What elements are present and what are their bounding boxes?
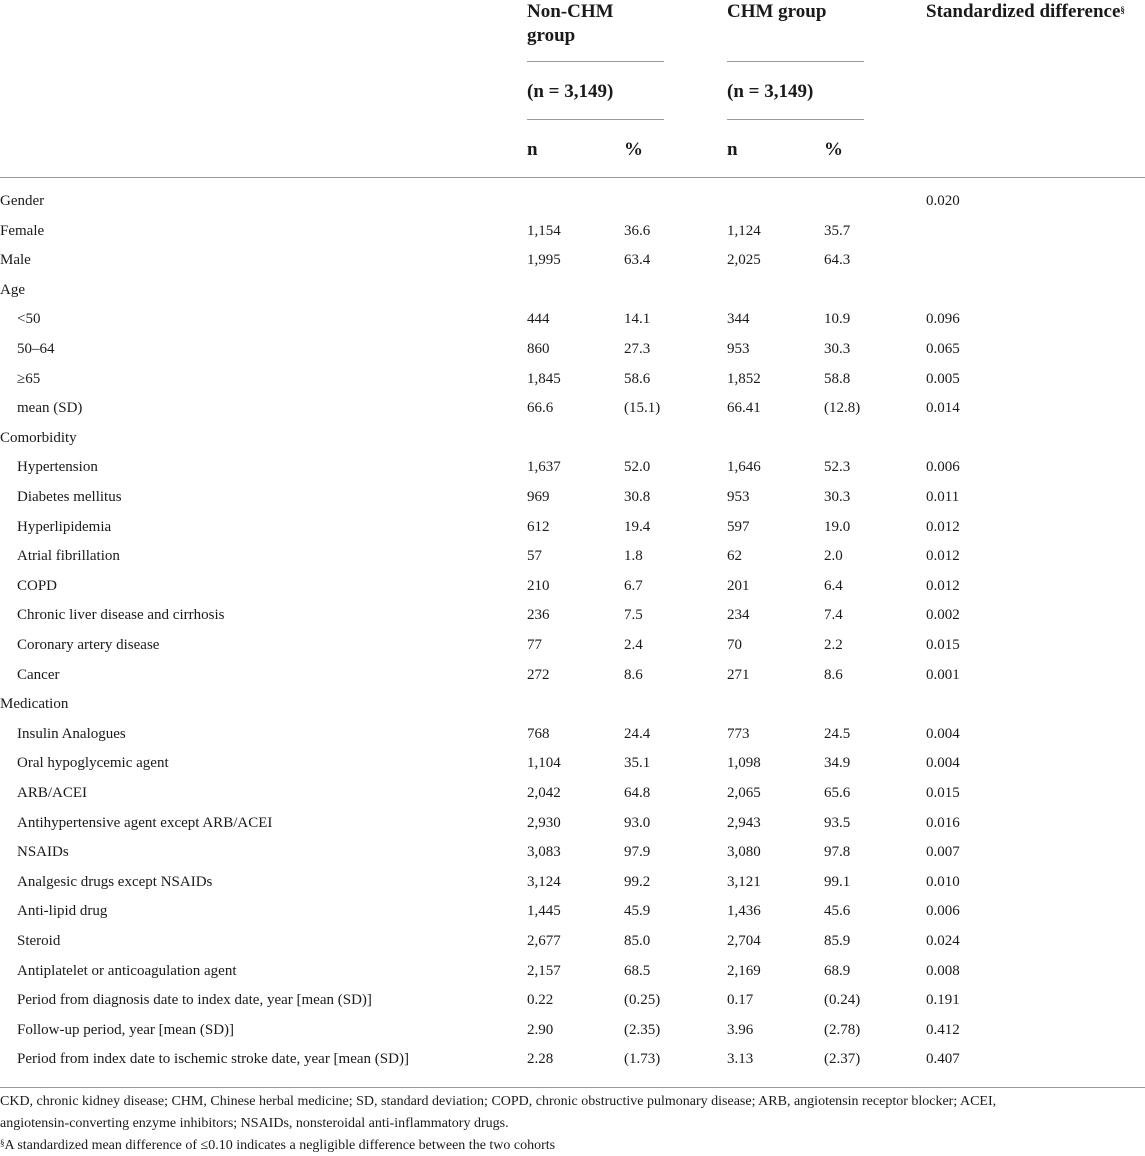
standardized-difference-cell: 0.096 [926,311,960,327]
chm-percent-cell: 85.9 [824,933,851,949]
chm-n-cell: 2,169 [727,963,761,979]
standardized-difference-title [926,0,1125,24]
non-chm-percent-cell: (0.25) [624,992,661,1008]
non-chm-n-cell: 768 [527,726,550,742]
non-chm-percent-cell: 27.3 [624,341,651,357]
row-label: Female [0,223,45,239]
non-chm-title-line1: Non-CHM [527,1,614,22]
non-chm-n-cell: 612 [527,519,550,535]
non-chm-n-cell: 444 [527,311,550,327]
chm-percent-cell: 34.9 [824,755,851,771]
standardized-difference-cell: 0.191 [926,992,960,1008]
chm-percent-cell: 24.5 [824,726,851,742]
non-chm-sample-size: (n = 3,149) [527,81,614,102]
row-label: 50–64 [17,341,55,357]
chm-group-title: CHM group [727,1,827,22]
non-chm-percent-cell: (2.35) [624,1022,661,1038]
chm-n-cell: 953 [727,341,750,357]
standardized-difference-cell: 0.006 [926,459,960,475]
chm-percent-cell: 7.4 [824,607,843,623]
non-chm-n-cell: 272 [527,667,550,683]
chm-percent-cell: (12.8) [824,400,861,416]
non-chm-n-cell: 2,042 [527,785,561,801]
chm-percent-cell: 52.3 [824,459,851,475]
non-chm-n-cell: 860 [527,341,550,357]
row-label: Anti-lipid drug [17,903,108,919]
non-chm-percent-cell: 24.4 [624,726,651,742]
non-chm-percent-cell: 58.6 [624,371,651,387]
standardized-difference-cell: 0.012 [926,548,960,564]
standardized-difference-cell: 0.016 [926,815,960,831]
chm-n-cell: 953 [727,489,750,505]
non-chm-n-cell: 1,445 [527,903,561,919]
chm-n-cell: 2,025 [727,252,761,268]
non-chm-percent-cell: 85.0 [624,933,651,949]
non-chm-percent-cell: 14.1 [624,311,651,327]
standardized-difference-cell: 0.001 [926,667,960,683]
non-chm-percent-cell: 2.4 [624,637,643,653]
chm-percent-cell: 19.0 [824,519,851,535]
chm-n-column-header: n [727,139,738,160]
chm-percent-cell: 8.6 [824,667,843,683]
non-chm-percent-cell: 8.6 [624,667,643,683]
non-chm-title-line2: group [527,25,576,46]
non-chm-percent-cell: (1.73) [624,1051,661,1067]
standardized-difference-cell: 0.065 [926,341,960,357]
non-chm-subheader-rule [527,119,664,120]
row-label: Analgesic drugs except NSAIDs [17,874,213,890]
non-chm-n-cell: 2.28 [527,1051,554,1067]
row-label: Period from diagnosis date to index date, year [mean (SD)] [17,992,372,1008]
chm-percent-cell: (2.37) [824,1051,861,1067]
row-label: Cancer [17,667,60,683]
non-chm-n-column-header: n [527,139,538,160]
chm-percent-cell: 58.8 [824,371,851,387]
row-label: Atrial fibrillation [17,548,120,564]
chm-n-cell: 0.17 [727,992,754,1008]
non-chm-percent-cell: 6.7 [624,578,643,594]
standardized-difference-cell: 0.014 [926,400,960,416]
standardized-difference-cell: 0.002 [926,607,960,623]
chm-percent-cell: 6.4 [824,578,843,594]
non-chm-percent-cell: 97.9 [624,844,651,860]
non-chm-n-cell: 2,677 [527,933,561,949]
standardized-difference-cell: 0.011 [926,489,960,505]
chm-percent-cell: 68.9 [824,963,851,979]
standardized-difference-cell: 0.004 [926,726,960,742]
row-label: Period from index date to ischemic stroke date, year [mean (SD)] [17,1051,409,1067]
non-chm-n-cell: 0.22 [527,992,554,1008]
standardized-difference-cell: 0.005 [926,371,960,387]
row-label: Hyperlipidemia [17,519,112,535]
non-chm-percent-column-header: % [624,139,643,160]
non-chm-percent-cell: 7.5 [624,607,643,623]
non-chm-n-cell: 210 [527,578,550,594]
non-chm-percent-cell: 30.8 [624,489,651,505]
non-chm-n-cell: 77 [527,637,542,653]
note-text: A standardized mean difference of ≤0.10 indicates a negligible difference between the two cohorts [4,1138,556,1153]
note-symbol: § [0,1138,5,1148]
row-label: Age [0,282,25,298]
chm-percent-cell: 30.3 [824,341,851,357]
row-label: Medication [0,696,69,712]
chm-n-cell: 271 [727,667,750,683]
chm-n-cell: 1,098 [727,755,761,771]
chm-n-cell: 1,852 [727,371,761,387]
standardized-difference-cell: 0.004 [926,755,960,771]
chm-percent-cell: 45.6 [824,903,851,919]
non-chm-percent-cell: (15.1) [624,400,661,416]
chm-n-cell: 70 [727,637,742,653]
non-chm-group-title [527,0,614,48]
chm-subheader-rule [727,119,864,120]
non-chm-percent-cell: 63.4 [624,252,651,268]
chm-percent-cell: (0.24) [824,992,861,1008]
chm-n-cell: 773 [727,726,750,742]
row-label: <50 [17,311,41,327]
non-chm-percent-cell: 99.2 [624,874,651,890]
header-bottom-rule [0,177,1145,178]
non-chm-n-cell: 1,995 [527,252,561,268]
chm-percent-cell: 35.7 [824,223,851,239]
standardized-difference-note [0,1136,555,1155]
row-label: Diabetes mellitus [17,489,122,505]
standardized-difference-cell: 0.010 [926,874,960,890]
chm-n-cell: 234 [727,607,750,623]
standardized-difference-cell: 0.012 [926,519,960,535]
standardized-difference-cell: 0.007 [926,844,960,860]
non-chm-n-cell: 2.90 [527,1022,554,1038]
row-label: Hypertension [17,459,98,475]
chm-n-cell: 2,943 [727,815,761,831]
row-label: Coronary artery disease [17,637,160,653]
non-chm-n-cell: 1,104 [527,755,561,771]
standardized-difference-cell: 0.407 [926,1051,960,1067]
chm-n-cell: 3,080 [727,844,761,860]
chm-percent-cell: 30.3 [824,489,851,505]
row-label: Male [0,252,31,268]
chm-percent-cell: 99.1 [824,874,851,890]
non-chm-n-cell: 1,637 [527,459,561,475]
row-label: Antihypertensive agent except ARB/ACEI [17,815,273,831]
standardized-difference-cell: 0.015 [926,637,960,653]
chm-n-cell: 201 [727,578,750,594]
non-chm-n-cell: 3,124 [527,874,561,890]
row-label: ≥65 [17,371,41,387]
standardized-difference-cell: 0.008 [926,963,960,979]
non-chm-n-cell: 2,930 [527,815,561,831]
non-chm-n-cell: 1,845 [527,371,561,387]
chm-header-rule [727,61,864,62]
chm-percent-cell: 97.8 [824,844,851,860]
non-chm-percent-cell: 52.0 [624,459,651,475]
chm-percent-cell: 93.5 [824,815,851,831]
non-chm-n-cell: 969 [527,489,550,505]
row-label: ARB/ACEI [17,785,88,801]
non-chm-n-cell: 1,154 [527,223,561,239]
chm-n-cell: 1,646 [727,459,761,475]
row-label: Chronic liver disease and cirrhosis [17,607,225,623]
row-label: Insulin Analogues [17,726,126,742]
chm-percent-cell: 10.9 [824,311,851,327]
row-label: Gender [0,193,45,209]
standardized-difference-cell: 0.020 [926,193,960,209]
row-label: Follow-up period, year [mean (SD)] [17,1022,235,1038]
standardized-difference-cell: 0.015 [926,785,960,801]
non-chm-percent-cell: 93.0 [624,815,651,831]
row-label: NSAIDs [17,844,69,860]
non-chm-percent-cell: 1.8 [624,548,643,564]
chm-n-cell: 344 [727,311,750,327]
row-label: mean (SD) [17,400,83,416]
chm-percent-cell: 2.2 [824,637,843,653]
chm-percent-column-header: % [824,139,843,160]
row-label: Oral hypoglycemic agent [17,755,169,771]
chm-sample-size: (n = 3,149) [727,81,814,102]
chm-n-cell: 3,121 [727,874,761,890]
row-label: Antiplatelet or anticoagulation agent [17,963,237,979]
chm-percent-cell: (2.78) [824,1022,861,1038]
chm-n-cell: 597 [727,519,750,535]
chm-n-cell: 2,065 [727,785,761,801]
standardized-difference-cell: 0.006 [926,903,960,919]
row-label: Comorbidity [0,430,77,446]
table-bottom-rule [0,1087,1145,1088]
non-chm-percent-cell: 36.6 [624,223,651,239]
chm-percent-cell: 2.0 [824,548,843,564]
standardized-difference-cell: 0.024 [926,933,960,949]
non-chm-n-cell: 3,083 [527,844,561,860]
non-chm-n-cell: 236 [527,607,550,623]
abbreviations-line2: angiotensin-converting enzyme inhibitors; NSAIDs, nonsteroidal anti-inflammatory drugs. [0,1116,509,1131]
chm-percent-cell: 65.6 [824,785,851,801]
non-chm-percent-cell: 64.8 [624,785,651,801]
standardized-difference-cell: 0.412 [926,1022,960,1038]
row-label: Steroid [17,933,61,949]
non-chm-percent-cell: 45.9 [624,903,651,919]
abbreviations-line1: CKD, chronic kidney disease; CHM, Chinese herbal medicine; SD, standard deviation; COPD, chronic obstructive pulmonary disease; ARB, angiotensin receptor blocker; ACEI, [0,1094,997,1109]
standardized-difference-cell: 0.012 [926,578,960,594]
non-chm-header-rule [527,61,664,62]
chm-n-cell: 66.41 [727,400,761,416]
non-chm-percent-cell: 35.1 [624,755,651,771]
chm-n-cell: 3.96 [727,1022,754,1038]
non-chm-percent-cell: 19.4 [624,519,651,535]
chm-n-cell: 1,124 [727,223,761,239]
non-chm-n-cell: 2,157 [527,963,561,979]
chm-n-cell: 2,704 [727,933,761,949]
non-chm-n-cell: 57 [527,548,542,564]
row-label: COPD [17,578,58,594]
chm-n-cell: 1,436 [727,903,761,919]
chm-percent-cell: 64.3 [824,252,851,268]
chm-n-cell: 3.13 [727,1051,754,1067]
non-chm-percent-cell: 68.5 [624,963,651,979]
non-chm-n-cell: 66.6 [527,400,554,416]
standardized-difference-footnote-mark: § [1120,5,1125,15]
standardized-difference-label: Standardized difference [926,1,1121,22]
chm-n-cell: 62 [727,548,742,564]
